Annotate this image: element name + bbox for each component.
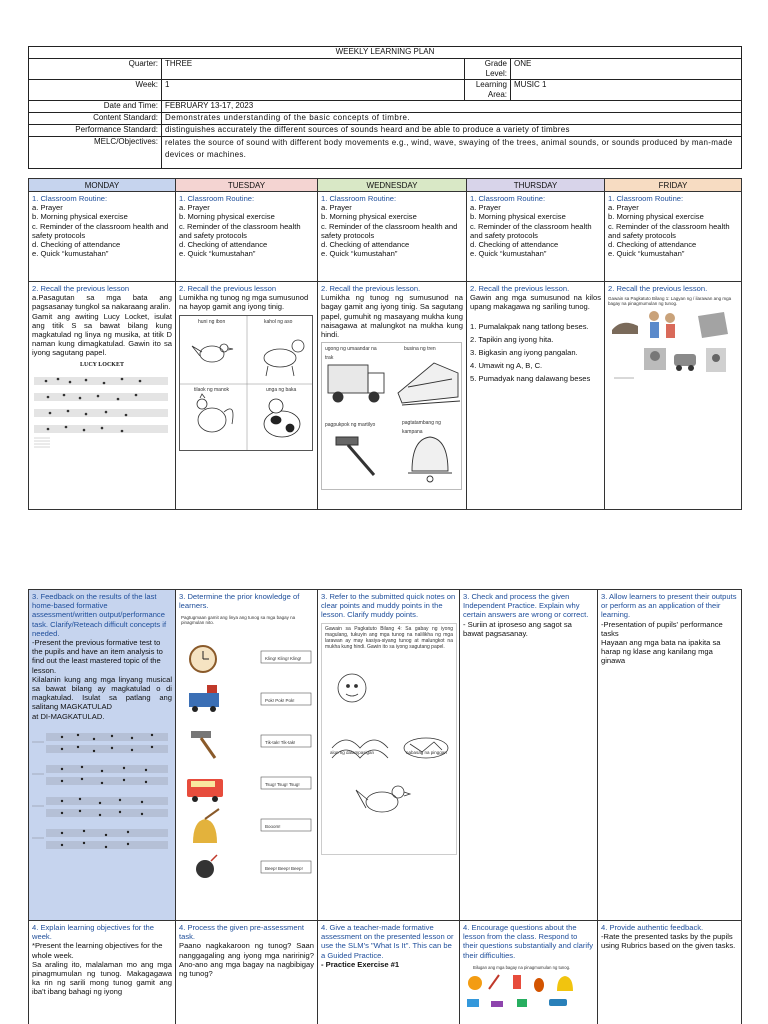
action-item: 5. Pumadyak nang dalawang beses (470, 374, 591, 384)
image-caption: huni ng ibon (198, 318, 226, 325)
car-icon (674, 354, 696, 371)
sound-label: Pok! Pok! Pok! (265, 698, 295, 704)
car-icon (549, 999, 567, 1006)
independent-practice-thursday (460, 590, 598, 921)
happy-sad-sounds-image (321, 623, 457, 855)
routine-monday (29, 192, 176, 282)
image-caption: alon ng dalampasigan (330, 749, 375, 755)
sound-objects-image (463, 963, 593, 1009)
image-caption: Gawain sa Pagkatuto Bilang 1: Lagyan ng / ilarawan ang mga bagay na pinagmumulan ng tunog. (608, 296, 732, 307)
routine-item-b: b. Morning physical exercise (179, 212, 275, 222)
worksheet-text: Gawain sa Pagkatuto Bilang 4: Sa gabay ng iyong magulang, tukuyin ang mga tunog na nalilikha ng mga larawan ay may kasiya-siyang tunog at malungkot na mukha kung hindi. Gawin ito sa iyong sagutang papel. (325, 625, 453, 650)
performance-value: distinguishes accurately the different sources of sounds heard and be able to produce a variety of timbres (162, 125, 742, 137)
routine-item-b: b. Morning physical exercise (608, 212, 704, 222)
feedback-monday (29, 590, 176, 921)
performance-label: Performance Standard: (29, 125, 162, 137)
day-header-friday: FRIDAY (605, 179, 742, 192)
routine-title: 1. Classroom Routine: (470, 194, 546, 203)
step-title: 3. Feedback on the results of the last home-based formative assessment/written output/performance task. Clarify/Reteach difficult concepts if needed. (32, 592, 167, 638)
image-caption: Pagtugmaan gamit ang linya ang tunog sa mga bagay na pinagmulan nito. (181, 615, 296, 626)
step-text: *Present the learning objectives for the whole week. (32, 941, 163, 960)
routine-item-c: c. Reminder of the classroom health and safety protocols (32, 221, 169, 240)
hammer-icon (191, 731, 215, 758)
day-header-monday: MONDAY (29, 179, 176, 192)
grade-value: ONE (511, 59, 742, 80)
feedback-friday (598, 921, 742, 1024)
image-caption: pagtatambang ng kampana (402, 420, 441, 436)
prior-knowledge-tuesday (176, 590, 318, 921)
train-icon (398, 363, 460, 405)
routine-title: 1. Classroom Routine: (321, 194, 397, 203)
step-text: - Practice Exercise #1 (321, 959, 400, 969)
recall-title: 2. Recall the previous lesson. (608, 284, 708, 293)
routine-item-c: c. Reminder of the classroom health and safety protocols (470, 221, 592, 240)
recall-monday (29, 282, 176, 510)
alarm-clock-icon (468, 976, 482, 990)
animal-sounds-image (179, 315, 313, 451)
image-caption: ugong ng umaandar na trak (325, 346, 377, 362)
week-value: 1 (162, 80, 465, 101)
recall-text: a.Pasagutan sa mga bata ang pagsasanay tungkol sa nakaraang aralin. (32, 293, 172, 312)
routine-item-e: e. Quick “kumustahan” (321, 249, 398, 259)
routine-thursday (467, 192, 605, 282)
step-title: 4. Give a teacher-made formative assessment on the presented lesson or use the SLM's "What Is It". This can be a Guided Practice. (321, 923, 454, 960)
application-friday (598, 590, 742, 921)
image-caption: busina ng tren (404, 346, 436, 353)
doorbell-icon (706, 348, 726, 372)
routine-item-c: c. Reminder of the classroom health and safety protocols (608, 221, 730, 240)
routine-item-a: a. Prayer (608, 203, 639, 213)
object-sounds-image (321, 342, 462, 490)
jeepney-icon (187, 779, 223, 802)
clock-icon (190, 646, 216, 672)
dog-icon (264, 340, 304, 376)
pre-assessment-tuesday (176, 921, 318, 1024)
questions-thursday (460, 921, 598, 1024)
routine-item-a: a. Prayer (32, 203, 63, 213)
recall-wednesday (318, 282, 467, 510)
action-item: 3. Bigkasin ang iyong pangalan. (470, 348, 578, 358)
content-value: Demonstrates understanding of the basic concepts of timbre. (162, 113, 742, 125)
routine-item-d: d. Checking of attendance (32, 240, 121, 250)
routine-item-b: b. Morning physical exercise (32, 212, 128, 222)
sound-label: Tsug! Tsug! Tsug! (265, 782, 300, 788)
sound-label: Beep! Beep! Beep! (265, 866, 303, 872)
image-caption: pagpukpok ng martilyo (325, 422, 376, 429)
step-title: 3. Check and process the given Independent Practice. Explain why certain answers are wrong or correct. (463, 592, 589, 620)
quarter-label: Quarter: (29, 59, 162, 80)
bell-icon (193, 809, 219, 843)
routine-item-a: a. Prayer (321, 203, 352, 213)
step-title: 4. Explain learning objectives for the week. (32, 923, 154, 942)
area-value: MUSIC 1 (511, 80, 742, 101)
image-caption: kahol ng aso (264, 318, 293, 325)
step-title: 3. Allow learners to present their outputs or perform as an application of their learning. (601, 592, 737, 620)
step-title: 4. Provide authentic feedback. (601, 923, 704, 932)
toy-icon (517, 999, 527, 1007)
step-title: 4. Encourage questions about the lesson from the class. Respond to their questions substantially and clarify their difficulties. (463, 923, 594, 960)
quarter-value: THREE (162, 59, 465, 80)
routine-item-e: e. Quick “kumustahan” (608, 249, 685, 259)
routine-title: 1. Classroom Routine: (32, 194, 108, 203)
step-text: Paano nagkakaroon ng tunog? Saan nanggagaling ang iyong mga naririnig? Ano-ano ang mga bagay na nagbibigay ng tunog? (179, 941, 314, 979)
recall-text: Gamit ang awiting Lucy Locket, isulat ang titik S sa bawat bilang kung magkatulad ng linya ng musika, at titik D naman kung dimagkatulad. Gawin ito sa iyong sagutang papel. (32, 311, 172, 358)
week-table-top (28, 178, 742, 510)
routine-item-c: c. Reminder of the classroom health and safety protocols (179, 221, 301, 240)
melc-label: MELC/Objectives: (29, 137, 162, 169)
routine-item-d: d. Checking of attendance (179, 240, 268, 250)
step-text: Kilalanin kung ang mga linyang musical sa bawat bilang ay magkatulad o di magkatulad. Isulat sa patlang ang salitang MAGKATULAD (32, 674, 172, 712)
recall-title: 2. Recall the previous lesson (179, 284, 277, 293)
routine-item-a: a. Prayer (470, 203, 501, 213)
step-text: -Presentation of pupils' performance tasks (601, 619, 723, 638)
routine-item-b: b. Morning physical exercise (470, 212, 566, 222)
action-item: 1. Pumalakpak nang tatlong beses. (470, 321, 589, 331)
rooster-icon (197, 394, 233, 432)
sound-label: Kling! Kling! Kling! (265, 656, 302, 662)
pencil-icon (489, 975, 499, 989)
sound-matching-image (179, 613, 315, 883)
bell-icon (408, 437, 452, 482)
action-item: 4. Umawit ng A, B, C. (470, 361, 543, 371)
bomb-icon (196, 855, 217, 878)
sound-label: Booom! (265, 824, 281, 830)
grade-label: Grade Level: (465, 59, 511, 80)
recall-friday (605, 282, 742, 510)
music-score-icon (32, 370, 170, 450)
action-item: 2. Tapikin ang iyong hita. (470, 334, 554, 344)
routine-item-a: a. Prayer (179, 203, 210, 213)
song-title: LUCY LOCKET (80, 361, 124, 368)
book-icon (467, 999, 479, 1007)
dog-picture-icon (644, 348, 666, 370)
step-text: -Rate the presented tasks by the pupils using Rubrics based on the given tasks. (601, 932, 736, 951)
bell-icon (557, 976, 573, 991)
routine-title: 1. Classroom Routine: (179, 194, 255, 203)
recall-title: 2. Recall the previous lesson. (470, 284, 570, 293)
cow-icon (264, 399, 300, 437)
routine-item-b: b. Morning physical exercise (321, 212, 417, 222)
routine-item-e: e. Quick “kumustahan” (32, 249, 109, 259)
step-text: Hayaan ang mga bata na ipakita sa harap ng klase ang kanilang mga ginawa (601, 638, 721, 666)
area-label: Learning Area: (465, 80, 511, 101)
children-icon (649, 311, 675, 338)
routine-item-d: d. Checking of attendance (321, 240, 410, 250)
truck-icon (328, 365, 384, 402)
week-table-bottom (28, 589, 742, 1024)
image-caption: tilaok ng manok (194, 386, 230, 393)
muddy-points-wednesday (318, 590, 460, 921)
content-label: Content Standard: (29, 113, 162, 125)
sound-label: Tik-tak! Tik-tak! (265, 740, 296, 746)
objectives-monday (29, 921, 176, 1024)
step-text: -Present the previous formative test to the pupils and have an item analysis to find out the least mastered topic of the lesson. (32, 638, 163, 675)
shoes-icon (612, 323, 638, 334)
recall-title: 2. Recall the previous lesson (32, 284, 130, 293)
step-title: 3. Refer to the submitted quick notes on clear points and muddy points in the lesson. Clarify muddy points. (321, 592, 456, 620)
train-icon (189, 685, 219, 712)
routine-item-c: c. Reminder of the classroom health and safety protocols (321, 221, 458, 240)
day-header-tuesday: TUESDAY (176, 179, 318, 192)
routine-wednesday (318, 192, 467, 282)
recall-thursday (467, 282, 605, 510)
recall-text: Lumikha ng tunog ng sumusunod na bagay gamit ang iyong tinig. Sa sagutang papel, gumuhit ng masayang mukha kung naisagawa at malungkot na mukha kung hindi. (321, 293, 463, 340)
step-title: 3. Determine the prior knowledge of learners. (179, 592, 300, 611)
recall-text: Gawin ang mga sumusunod na kilos upang makagawa ng sariling tunog. (470, 293, 601, 312)
routine-title: 1. Classroom Routine: (608, 194, 684, 203)
date-value: FEBRUARY 13-17, 2023 (162, 101, 742, 113)
step-text: Sa araling ito, malalaman mo ang mga pinagmumulan ng tunog. Makagagawa ka rin ng sarili mong tunog gamit ang iba't ibang bahagi ng iyong (32, 959, 172, 997)
bird-icon (356, 786, 410, 812)
routine-item-e: e. Quick “kumustahan” (179, 249, 256, 259)
routine-tuesday (176, 192, 318, 282)
musical-lines-worksheet-image (32, 724, 172, 862)
baby-icon (338, 674, 366, 702)
plan-header-table (28, 46, 742, 169)
shoe-icon (491, 1001, 503, 1007)
date-label: Date and Time: (29, 101, 162, 113)
image-caption: nabasag na pinggan (406, 749, 447, 755)
bird-icon (192, 344, 233, 362)
melc-value: relates the source of sound with different body movements e.g., wind, wave, swaying of the trees, animal sounds, or sounds produced by man-made devices or machines. (162, 137, 742, 169)
step-title: 4. Process the given pre-assessment task. (179, 923, 304, 942)
recall-title: 2. Recall the previous lesson. (321, 284, 421, 293)
image-caption: unga ng baka (266, 386, 297, 393)
step-text: at DI-MAGKATULAD. (32, 711, 105, 721)
formative-assessment-wednesday (318, 921, 460, 1024)
recall-text: Lumikha ng tunog ng mga sumusunod na hayop gamit ang iyong tinig. (179, 293, 309, 312)
routine-item-e: e. Quick “kumustahan” (470, 249, 547, 259)
hand-icon (698, 312, 728, 338)
routine-item-d: d. Checking of attendance (608, 240, 697, 250)
hammer-icon (336, 437, 374, 475)
day-header-thursday: THURSDAY (467, 179, 605, 192)
week-label: Week: (29, 80, 162, 101)
routine-friday (605, 192, 742, 282)
day-header-wednesday: WEDNESDAY (318, 179, 467, 192)
guitar-icon (534, 978, 544, 992)
sound-sources-worksheet-image (608, 296, 738, 382)
image-caption: Bilugan ang mga bagay na pinagmumulan ng tunog. (473, 964, 571, 970)
lamp-icon (513, 975, 521, 989)
recall-tuesday (176, 282, 318, 510)
lucy-locket-score-image (32, 361, 172, 452)
step-text: - Suriin at iproseso ang sagot sa bawat pagsasanay. (463, 619, 572, 638)
plan-title: WEEKLY LEARNING PLAN (29, 47, 742, 59)
routine-item-d: d. Checking of attendance (470, 240, 559, 250)
